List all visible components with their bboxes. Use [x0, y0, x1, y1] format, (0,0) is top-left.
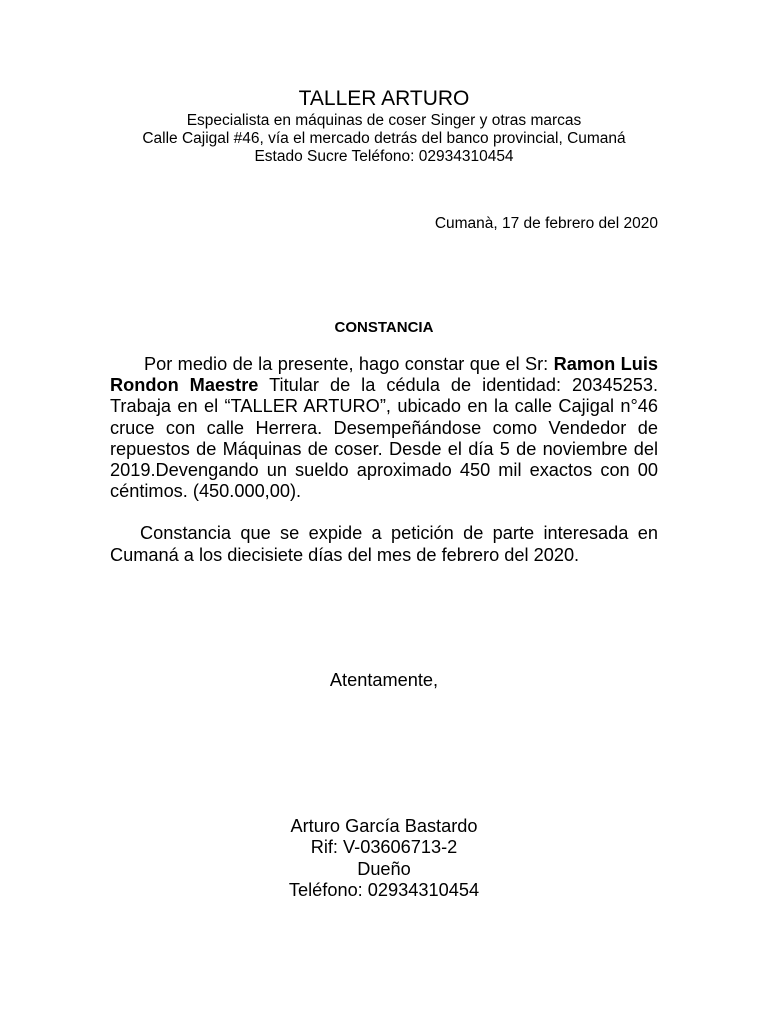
signer-role: Dueño — [357, 858, 411, 879]
body-paragraph-2: Constancia que se expide a petición de parte interesada en Cumaná a los diecisiete días del mes de febrero del 2020. — [110, 523, 658, 565]
document-body — [110, 354, 658, 566]
employee-name: Ramon Luis Rondon Maestre — [110, 354, 658, 396]
business-tagline: Especialista en máquinas de coser Singer y otras marcas — [186, 112, 582, 129]
signature-block — [0, 816, 768, 901]
business-address: Calle Cajigal #46, vía el mercado detrás del banco provincial, Cumaná — [142, 130, 626, 147]
body-paragraph-1 — [110, 354, 658, 502]
business-state-phone: Estado Sucre Teléfono: 02934310454 — [254, 148, 514, 165]
letterhead — [0, 86, 768, 166]
date-line: Cumanà, 17 de febrero del 2020 — [434, 215, 658, 232]
document-title: CONSTANCIA — [334, 319, 434, 336]
closing-salutation: Atentamente, — [329, 670, 439, 690]
paragraph-1-intro: Por medio de la presente, hago constar que el Sr: — [144, 354, 554, 374]
signer-name: Arturo García Bastardo — [290, 816, 478, 836]
paragraph-1-rest: Titular de la cédula de identidad: 20345253. Trabaja en el “TALLER ARTURO”, ubicado en la calle Cajigal n°46 cruce con calle Herrera. Desempeñándose como Vendedor de repuestos de Máquinas de coser. Desde el día 5 de noviembre del 2019.Devengando un sueldo aproximado 450 mil exactos con 00 céntimos. (450.000,00). — [110, 375, 659, 502]
signer-phone: Teléfono: 02934310454 — [288, 879, 480, 900]
signer-rif: Rif: V-03606713-2 — [310, 837, 458, 858]
business-name: TALLER ARTURO — [298, 87, 470, 110]
